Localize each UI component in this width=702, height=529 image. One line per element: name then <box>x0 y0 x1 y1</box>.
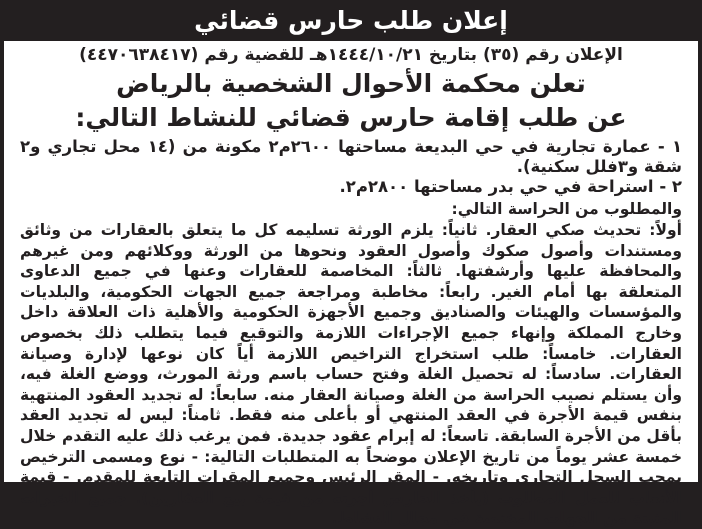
property-item: ١ - عمارة تجارية في حي البديعة مساحتها ٢٦٠٠م٢ مكونة من (١٤ محل تجاري و٢ شقة و٣فلل سكنية). <box>20 137 683 176</box>
announcement-title: إعلان طلب حارس قضائي <box>194 6 508 35</box>
property-list <box>20 137 682 197</box>
requirements-title: والمطلوب من الحراسة التالي: <box>451 200 682 218</box>
announcement-title-banner <box>0 0 702 41</box>
requirements-text: أولاً: تحديث صكي العقار. ثانياً: يلزم الورثة تسليمه كل ما يتعلق بالعقارات من وثائق ومستندات وأصول صكوك وأصول العقود ونحوها من الورثة ووكلائهم ومن غيرهم والمحافظة عليها وأرشفتها. ثالثاً: المخاصمة للعقارات وعنها في جميع الدعاوى المتعلقة بها أمام الغير. رابعاً: مخاطبة ومراجعة جميع الجهات الحكومية، والبلديات والمؤسسات والهيئات والصناديق وجميع الأجهزة الحكومية والأهلية ذات العلاقة داخل وخارج المملكة وإنهاء جميع الإجراءات اللازمة والتوقيع فيما يتطلب ذلك بخصوص العقارات. خامساً: طلب استخراج التراخيص اللازمة أياً كان نوعها لإدارة وصيانة العقارات. سادساً: له تحصيل الغلة وفتح حساب باسم ورثة المورث، ووضع الغلة فيه، وأن يستلم نصيب الحراسة من الغلة وصيانة العقار منه. سابعاً: له تجديد العقود المنتهية بنفس قيمة الأجرة في العقد المنتهي أو بأعلى منه فقط. ثامناً: ليس له تجديد العقد بأقل من الأجرة السابقة. تاسعاً: له إبرام عقود جديدة. فمن يرغب ذلك عليه التقدم خلال خمسة عشر يوماً من تاريخ الإعلان موضحاً به المتطلبات التالية: - نوع ومسمى الترخيص بمجب السجل التجاري وتاريخه. - المقر الرئيس وجميع المقرات التابعة للمقدم. - قيمة الأتعاب للعمل المطلوب (يأخذ الحارس أجرته من قيمة بيع العقارين). جميع الخبرات المثبتة من الجهات المختصة في مجال النشاط. <box>20 221 682 528</box>
announcement-reference: الإعلان رقم (٣٥) بتاريخ ١٤٤٤/١٠/٢١هـ للقضية رقم (٤٤٧٠٦٣٨٤١٧) <box>79 45 623 65</box>
announcement-body <box>4 41 698 528</box>
property-item: ٢ - استراحة في حي بدر مساحتها ٢٨٠٠م٢. <box>339 177 682 196</box>
court-heading-line2: عن طلب إقامة حارس قضائي للنشاط التالي: <box>75 103 627 132</box>
court-heading-line1: تعلن محكمة الأحوال الشخصية بالرياض <box>116 69 586 98</box>
